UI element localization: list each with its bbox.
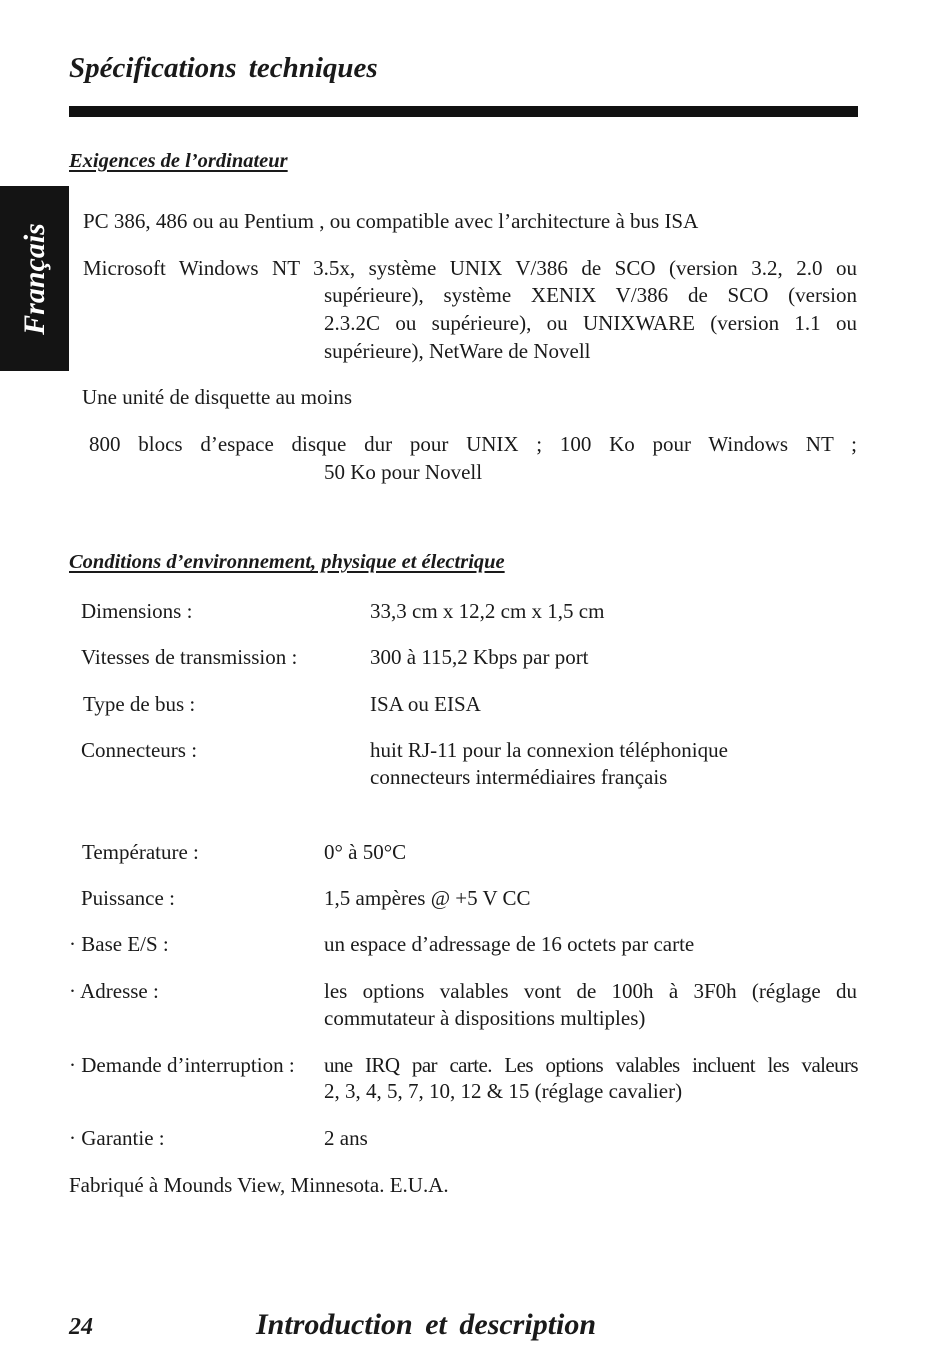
spec-connectors-value-1: huit RJ-11 pour la connexion téléphonique [370,738,728,762]
spec-speed-label: Vitesses de transmission : [81,645,298,669]
section-heading-conditions: Conditions d’environnement, physique et électrique [69,551,505,573]
spec-speed-value: 300 à 115,2 Kbps par port [370,645,589,669]
req-disk-line1: 800 blocs d’espace disque dur pour UNIX ; 100 Ko pour Windows NT ; [89,432,857,456]
language-tab [0,186,69,371]
spec-address-value-2: commutateur à dispositions multiples) [324,1006,646,1030]
req-disk-line2: 50 Ko pour Novell [324,460,483,484]
req-os-line1: Microsoft Windows NT 3.5x, système UNIX V/386 de SCO (version 3.2, 2.0 ou [83,256,857,280]
spec-dimensions-value: 33,3 cm x 12,2 cm x 1,5 cm [370,599,605,623]
spec-bus-value: ISA ou EISA [370,692,481,716]
spec-address-value-1: les options valables vont de 100h à 3F0h (réglage du [324,979,857,1003]
page-title: Spécifications techniques [69,52,378,84]
section-heading-requirements: Exigences de l’ordinateur [69,150,288,172]
req-floppy: Une unité de disquette au moins [82,385,353,409]
spec-bus-label: Type de bus : [83,692,196,716]
spec-irq-value-1: une IRQ par carte. Les options valables incluent les valeurs [324,1053,858,1077]
req-os-line3: 2.3.2C ou supérieure), ou UNIXWARE (version 1.1 ou [324,311,857,335]
spec-temperature-value: 0° à 50°C [324,840,407,864]
spec-connectors-label: Connecteurs : [81,738,198,762]
page-number: 24 [69,1314,93,1340]
spec-warranty-value: 2 ans [324,1126,368,1150]
spec-connectors-value-2: connecteurs intermédiaires français [370,765,668,789]
made-in-statement: Fabriqué à Mounds View, Minnesota. E.U.A. [69,1173,449,1197]
req-os-line2: supérieure), système XENIX V/386 de SCO (version [324,283,857,307]
header-rule [69,106,858,117]
spec-warranty-label: · Garantie : [69,1126,165,1150]
spec-power-value: 1,5 ampères @ +5 V CC [324,886,531,910]
spec-irq-label: · Demande d’interruption : [69,1053,295,1077]
spec-io-label: · Base E/S : [69,932,169,956]
spec-irq-value-2: 2, 3, 4, 5, 7, 10, 12 & 15 (réglage cavalier) [324,1079,683,1103]
spec-power-label: Puissance : [81,886,175,910]
req-os-line4: supérieure), NetWare de Novell [324,339,591,363]
spec-dimensions-label: Dimensions : [81,599,193,623]
spec-io-value: un espace d’adressage de 16 octets par carte [324,932,695,956]
spec-temperature-label: Température : [82,840,199,864]
footer-title: Introduction et description [256,1308,597,1341]
req-pc: PC 386, 486 ou au Pentium , ou compatible avec l’architecture à bus ISA [83,209,699,233]
spec-address-label: · Adresse : [69,979,159,1003]
language-tab-label: Français [17,222,51,335]
